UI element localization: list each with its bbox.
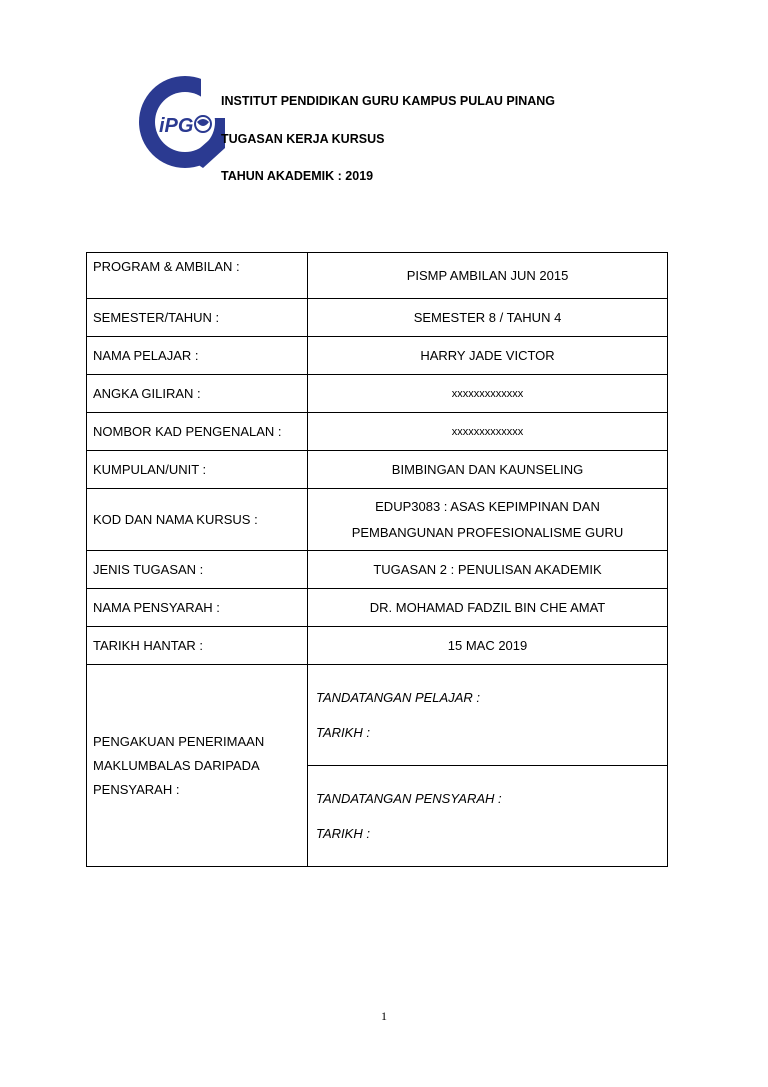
document-type: TUGASAN KERJA KURSUS <box>221 132 385 146</box>
table-row <box>87 337 668 375</box>
index-number-value: xxxxxxxxxxxxx <box>308 375 668 413</box>
assignment-type-value: TUGASAN 2 : PENULISAN AKADEMIK <box>308 551 668 589</box>
program-value: PISMP AMBILAN JUN 2015 <box>308 253 668 299</box>
student-name-label: NAMA PELAJAR : <box>87 337 308 375</box>
semester-value: SEMESTER 8 / TAHUN 4 <box>308 299 668 337</box>
group-unit-value: BIMBINGAN DAN KAUNSELING <box>308 451 668 489</box>
assignment-type-label: JENIS TUGASAN : <box>87 551 308 589</box>
academic-year: TAHUN AKADEMIK : 2019 <box>221 169 374 183</box>
table-row <box>87 253 668 299</box>
group-unit-label: KUMPULAN/UNIT : <box>87 451 308 489</box>
table-row <box>87 627 668 665</box>
semester-label: SEMESTER/TAHUN : <box>87 299 308 337</box>
table-row <box>87 451 668 489</box>
lecturer-signature-cell <box>308 766 668 867</box>
ipg-logo <box>133 72 225 172</box>
student-date-label: TARIKH : <box>316 725 370 740</box>
page-number: 1 <box>381 1009 387 1023</box>
student-name-value: HARRY JADE VICTOR <box>308 337 668 375</box>
ic-number-label: NOMBOR KAD PENGENALAN : <box>87 413 308 451</box>
program-label: PROGRAM & AMBILAN : <box>87 253 308 299</box>
course-value-line1: EDUP3083 : ASAS KEPIMPINAN DAN <box>375 498 600 514</box>
table-row <box>87 375 668 413</box>
submission-date-value: 15 MAC 2019 <box>308 627 668 665</box>
submission-date-label: TARIKH HANTAR : <box>87 627 308 665</box>
table-row <box>87 413 668 451</box>
student-signature-cell <box>308 665 668 766</box>
table-row <box>87 665 668 766</box>
index-number-label: ANGKA GILIRAN : <box>87 375 308 413</box>
course-label: KOD DAN NAMA KURSUS : <box>87 489 308 551</box>
ic-number-value: xxxxxxxxxxxxx <box>308 413 668 451</box>
student-signature-label: TANDATANGAN PELAJAR : <box>316 690 480 705</box>
table-row <box>87 489 668 551</box>
course-value-line2: PEMBANGUNAN PROFESIONALISME GURU <box>351 524 624 540</box>
table-row <box>87 299 668 337</box>
lecturer-name-label: NAMA PENSYARAH : <box>87 589 308 627</box>
course-info-table <box>86 252 668 867</box>
acknowledgement-label: PENGAKUAN PENERIMAAN MAKLUMBALAS DARIPADA PENSYARAH : <box>87 665 308 867</box>
institution-title: INSTITUT PENDIDIKAN GURU KAMPUS PULAU PINANG <box>221 94 556 108</box>
table-row <box>87 551 668 589</box>
svg-text:iPG: iPG <box>159 115 194 137</box>
table-row <box>87 589 668 627</box>
lecturer-name-value: DR. MOHAMAD FADZIL BIN CHE AMAT <box>308 589 668 627</box>
lecturer-date-label: TARIKH : <box>316 826 370 841</box>
course-value <box>308 489 668 551</box>
lecturer-signature-label: TANDATANGAN PENSYARAH : <box>316 791 502 806</box>
